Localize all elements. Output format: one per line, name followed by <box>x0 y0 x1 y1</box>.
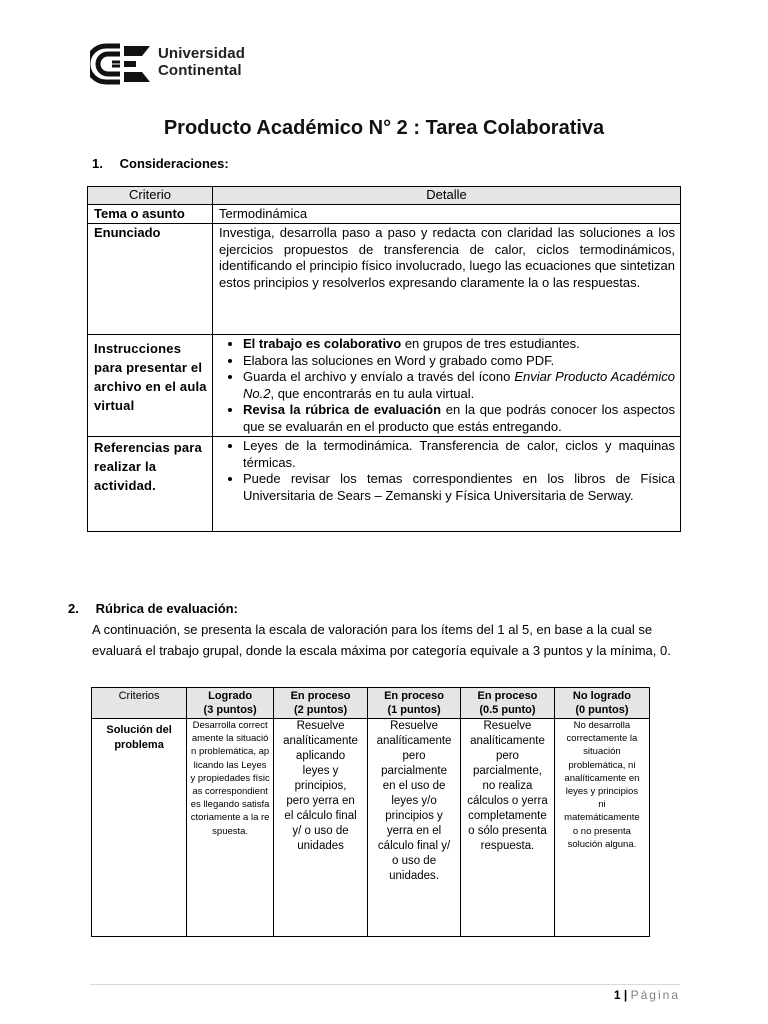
university-logo <box>90 42 260 86</box>
row-value-referencias <box>213 437 681 532</box>
rubric-cell-proceso-05: Resuelve analíticamente pero parcialmente, no realiza cálculos o yerra completamente o sólo presenta respuesta. <box>461 719 555 937</box>
rubric-cell-proceso-1: Resuelve analíticamente pero parcialmente en el uso de leyes y/o principios y yerra en el cálculo final y/ o uso de unidades. <box>368 719 461 937</box>
row-label-referencias: Referencias para realizar la actividad. <box>88 437 213 532</box>
header-line2: (0 puntos) <box>575 704 629 716</box>
header-line2: (1 puntos) <box>387 704 441 716</box>
rubric-header-no-logrado <box>554 688 649 719</box>
instr-3-pre: Guarda el archivo y envíalo a través del ícono <box>243 369 515 384</box>
footer-divider <box>90 984 680 985</box>
logo-line2: Continental <box>158 62 242 79</box>
rubric-table <box>91 687 650 937</box>
instr-2: Elabora las soluciones en Word y grabado como PDF. <box>243 352 555 368</box>
document-title: Producto Académico N° 2 : Tarea Colaborativa <box>163 117 605 139</box>
section1-heading <box>92 156 229 171</box>
header-line1: En proceso <box>384 690 444 702</box>
page-footer <box>560 988 680 1002</box>
rubric-cell-no-logrado: No desarrolla correctamente la situación problemática, ni analíticamente en leyes y principios ni matemáticamente o no presenta solución alguna. <box>554 719 649 937</box>
header-criterio: Criterio <box>88 187 213 205</box>
rubric-header-proceso-2 <box>274 688 368 719</box>
list-item <box>243 471 675 504</box>
header-line2: (3 puntos) <box>203 704 257 716</box>
table-row-tema <box>88 204 681 224</box>
rubric-criterio: Solución del problema <box>92 719 187 937</box>
table-row-instrucciones <box>88 335 681 437</box>
instr-3-italic: Enviar Producto Académico No.2 <box>243 369 675 401</box>
rubric-header-proceso-1 <box>368 688 461 719</box>
logo-text <box>158 45 245 79</box>
rubric-cell-logrado: Desarrolla correctamente la situación problemática, aplicando las Leyes y propiedades físicas correspondientes llegando satisfactoriamente a la respuesta. <box>187 719 274 937</box>
instr-1-rest: en grupos de tres estudiantes. <box>401 336 580 351</box>
section1-title: Consideraciones: <box>119 156 229 171</box>
header-line2: (2 puntos) <box>293 704 348 716</box>
row-value-tema: Termodinámica <box>213 204 681 224</box>
instr-4-rest: en la que podrás conocer los aspectos que se evaluarán en el producto que estás entregando. <box>243 402 676 434</box>
considerations-table <box>87 186 681 532</box>
list-item <box>243 438 675 471</box>
rubric-row-solucion <box>92 719 650 937</box>
instructions-list <box>219 336 675 435</box>
table-header-row <box>88 187 681 205</box>
instr-1-bold: El trabajo es colaborativo <box>243 336 402 351</box>
row-value-instrucciones <box>213 335 681 437</box>
list-item <box>243 353 675 370</box>
header-line2: (0.5 punto) <box>479 704 536 716</box>
section2-title: Rúbrica de evaluación: <box>95 601 238 616</box>
list-item <box>243 402 675 435</box>
list-item <box>243 336 675 353</box>
logo-mark-icon <box>90 42 152 86</box>
footer-separator: | <box>623 988 628 1002</box>
header-detalle: Detalle <box>213 187 681 205</box>
instr-3-post: , que encontrarás en tu aula virtual. <box>270 385 475 401</box>
section1-number: 1. <box>92 156 103 171</box>
table-row-referencias <box>88 437 681 532</box>
header-line1: Criterios <box>118 690 160 702</box>
table-row-enunciado <box>88 224 681 335</box>
section2-heading <box>68 601 238 616</box>
page-label: Página <box>630 988 680 1002</box>
rubric-header-logrado <box>187 688 274 719</box>
row-label-enunciado: Enunciado <box>88 224 213 335</box>
row-label-tema: Tema o asunto <box>88 204 213 224</box>
logo-line1: Universidad <box>158 45 245 62</box>
page-number: 1 <box>613 988 621 1002</box>
row-value-enunciado: Investiga, desarrolla paso a paso y redacta con claridad las soluciones a los ejercicios propuestos de transferencia de calor, ciclos termodinámicos, identificando el principio físico involucrado, luego las ecuaciones que sintetizan estos principios y resolverlos expresando claramente la o las respuestas. <box>213 224 681 335</box>
instr-4-bold: Revisa la rúbrica de evaluación <box>243 402 442 417</box>
list-item <box>243 369 675 402</box>
section2-number: 2. <box>68 601 79 616</box>
rubric-intro-paragraph: A continuación, se presenta la escala de valoración para los ítems del 1 al 5, en base a la cual se evaluará el trabajo grupal, donde la escala máxima por categoría equivale a 3 puntos y la mínima, 0. <box>92 622 671 658</box>
rubric-cell-proceso-2: Resuelve analíticamente aplicando leyes y principios, pero yerra en el cálculo final y/ o uso de unidades <box>274 719 368 937</box>
header-line1: Logrado <box>208 690 253 702</box>
row-label-instrucciones: Instrucciones para presentar el archivo en el aula virtual <box>88 335 213 437</box>
ref-1: Leyes de la termodinámica. Transferencia de calor, ciclos y maquinas térmicas. <box>243 438 675 470</box>
header-line1: En proceso <box>290 690 351 702</box>
references-list <box>219 438 675 504</box>
ref-2: Puede revisar los temas correspondientes en los libros de Física Universitaria de Sears – Zemanski y Física Universitaria de Serway. <box>243 471 675 503</box>
rubric-header-proceso-05 <box>461 688 555 719</box>
rubric-header-criterios <box>92 688 187 719</box>
header-line1: No logrado <box>572 690 631 702</box>
rubric-header-row <box>92 688 650 719</box>
header-line1: En proceso <box>477 690 538 702</box>
